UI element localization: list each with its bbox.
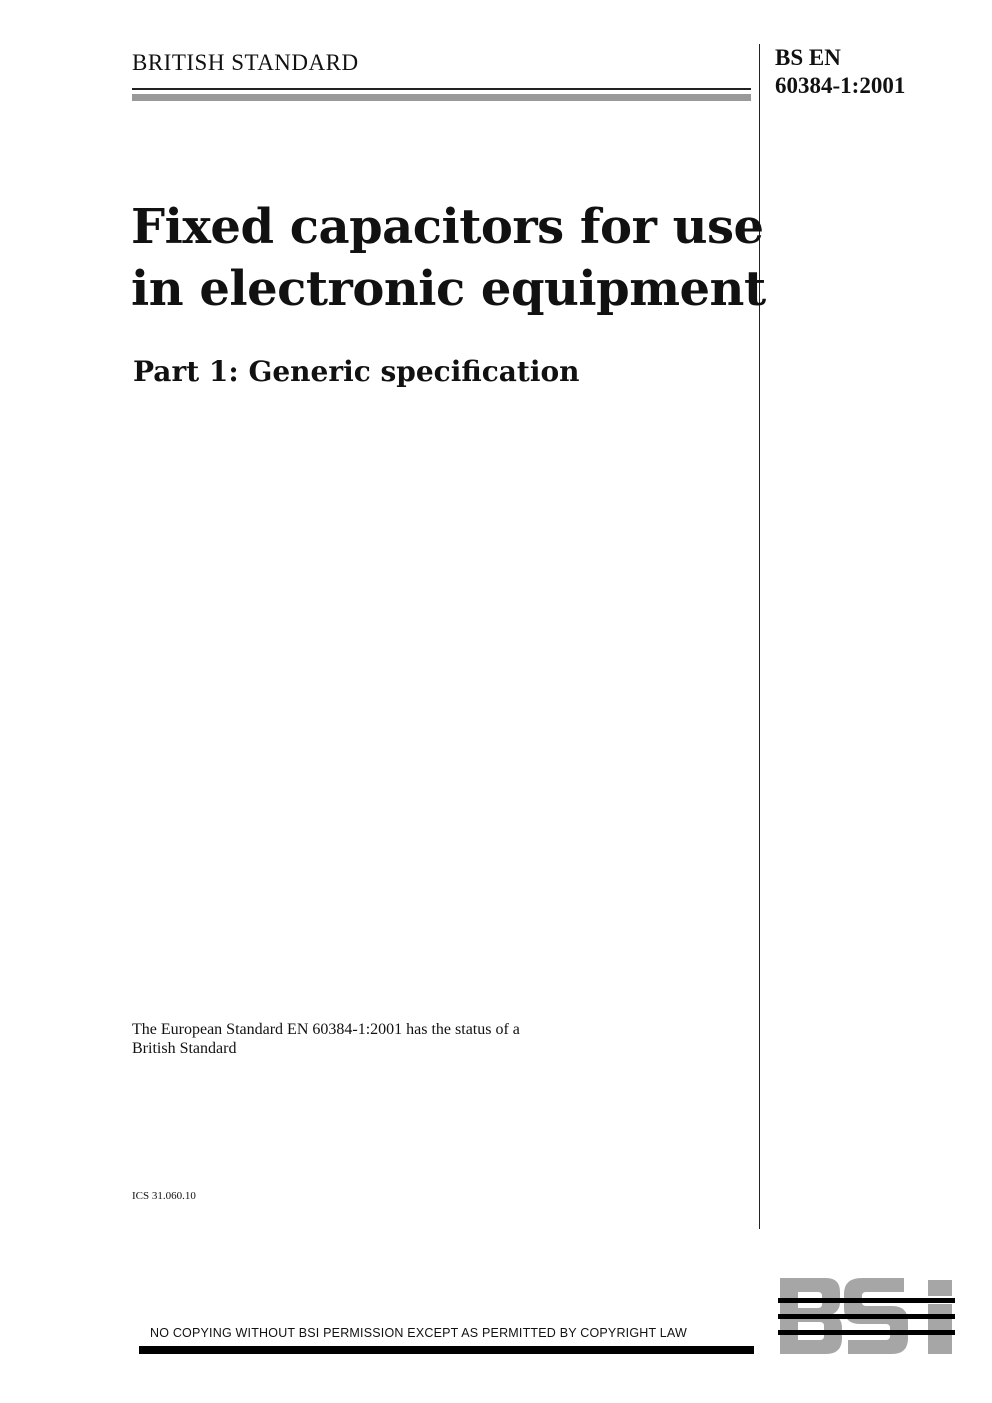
standard-number [775,44,905,100]
standard-number-line2: 60384-1:2001 [775,73,906,98]
status-note-line1: The European Standard EN 60384-1:2001 has the status of a [132,1021,520,1038]
header-rule-thin [132,88,751,90]
status-note-line2: British Standard [132,1040,237,1057]
document-title-line1: Fixed capacitors for use [131,199,764,255]
copyright-notice: NO COPYING WITHOUT BSI PERMISSION EXCEPT AS PERMITTED BY COPYRIGHT LAW [150,1326,688,1340]
document-title-line2: in electronic equipment [131,261,766,317]
footer-rule [139,1346,754,1354]
status-note [132,1020,632,1058]
ics-code: ICS 31.060.10 [132,1190,196,1202]
standard-number-line1: BS EN [775,45,841,70]
document-subtitle: Part 1: Generic specification [133,355,580,388]
header-rule-thick [132,94,751,101]
header-label: BRITISH STANDARD [132,50,359,75]
bsi-logo [778,1278,955,1354]
document-title [131,196,766,320]
